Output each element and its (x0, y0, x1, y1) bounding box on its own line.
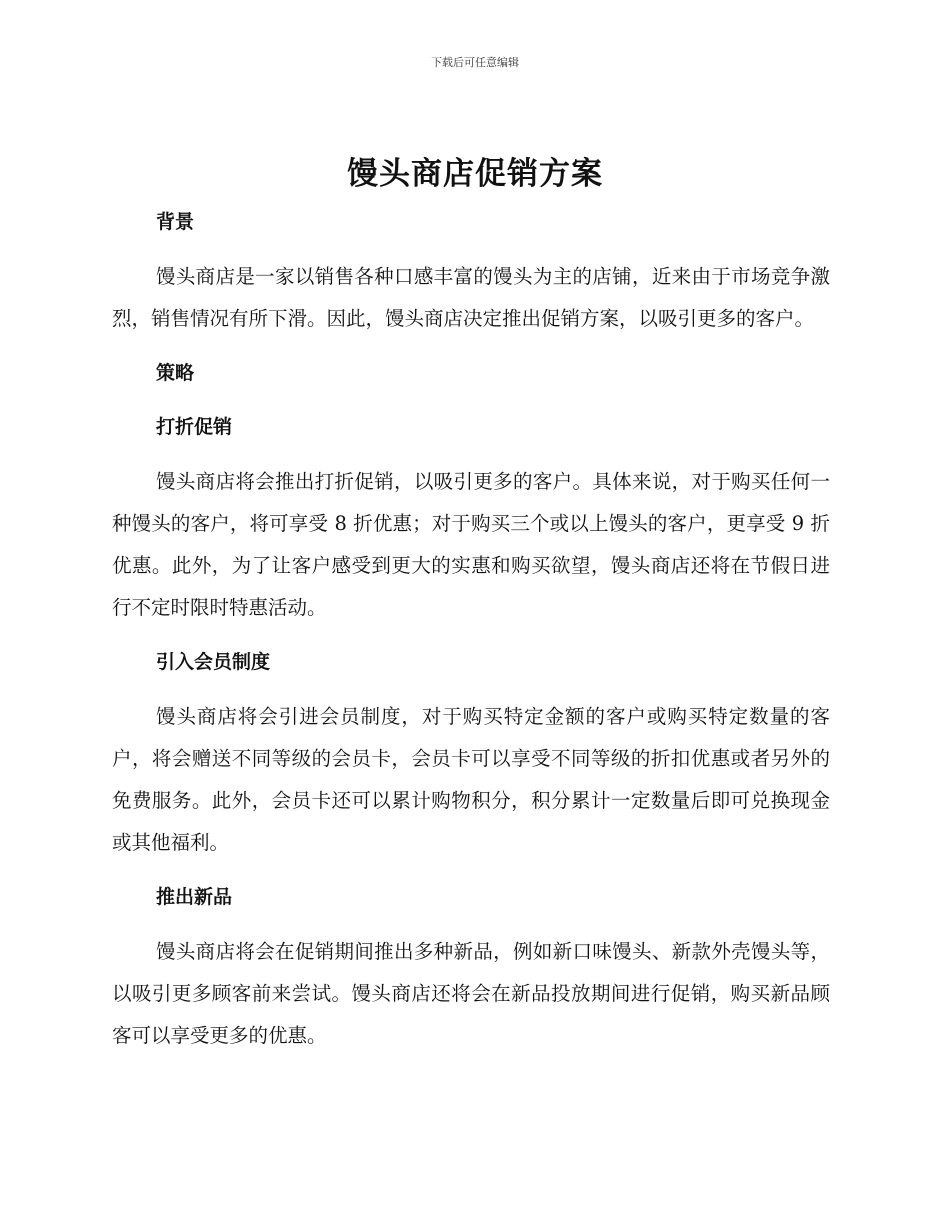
section-paragraph-discount: 馒头商店将会推出打折促销，以吸引更多的客户。具体来说，对于购买任何一种馒头的客户，将可享受 8 折优惠；对于购买三个或以上馒头的客户，更享受 9 折优惠。此外，为了让客户感受到更大的实惠和购买欲望，馒头商店还将在节假日进行不定时限时特惠活动。 (112, 470, 830, 619)
document-title: 馒头商店促销方案 (347, 156, 603, 192)
header-note: 下载后可任意编辑 (431, 56, 519, 69)
section-heading-background: 背景 (156, 211, 195, 233)
section-paragraph-new-products: 馒头商店将会在促销期间推出多种新品，例如新口味馒头、新款外壳馒头等，以吸引更多顾客前来尝试。馒头商店还将会在新品投放期间进行促销，购买新品顾客可以享受更多的优惠。 (112, 940, 830, 1047)
document-body (112, 202, 830, 1057)
section-heading-membership: 引入会员制度 (156, 651, 271, 673)
section-heading-discount: 打折促销 (156, 416, 233, 438)
section-heading-strategy: 策略 (156, 362, 195, 384)
section-paragraph-membership: 馒头商店将会引进会员制度，对于购买特定金额的客户或购买特定数量的客户，将会赠送不同等级的会员卡，会员卡可以享受不同等级的折扣优惠或者另外的免费服务。此外，会员卡还可以累计购物积分，积分累计一定数量后即可兑换现金或其他福利。 (112, 705, 830, 854)
section-heading-new-products: 推出新品 (156, 886, 233, 908)
section-paragraph-background: 馒头商店是一家以销售各种口感丰富的馒头为主的店铺，近来由于市场竞争激烈，销售情况有所下滑。因此，馒头商店决定推出促销方案，以吸引更多的客户。 (112, 265, 830, 330)
